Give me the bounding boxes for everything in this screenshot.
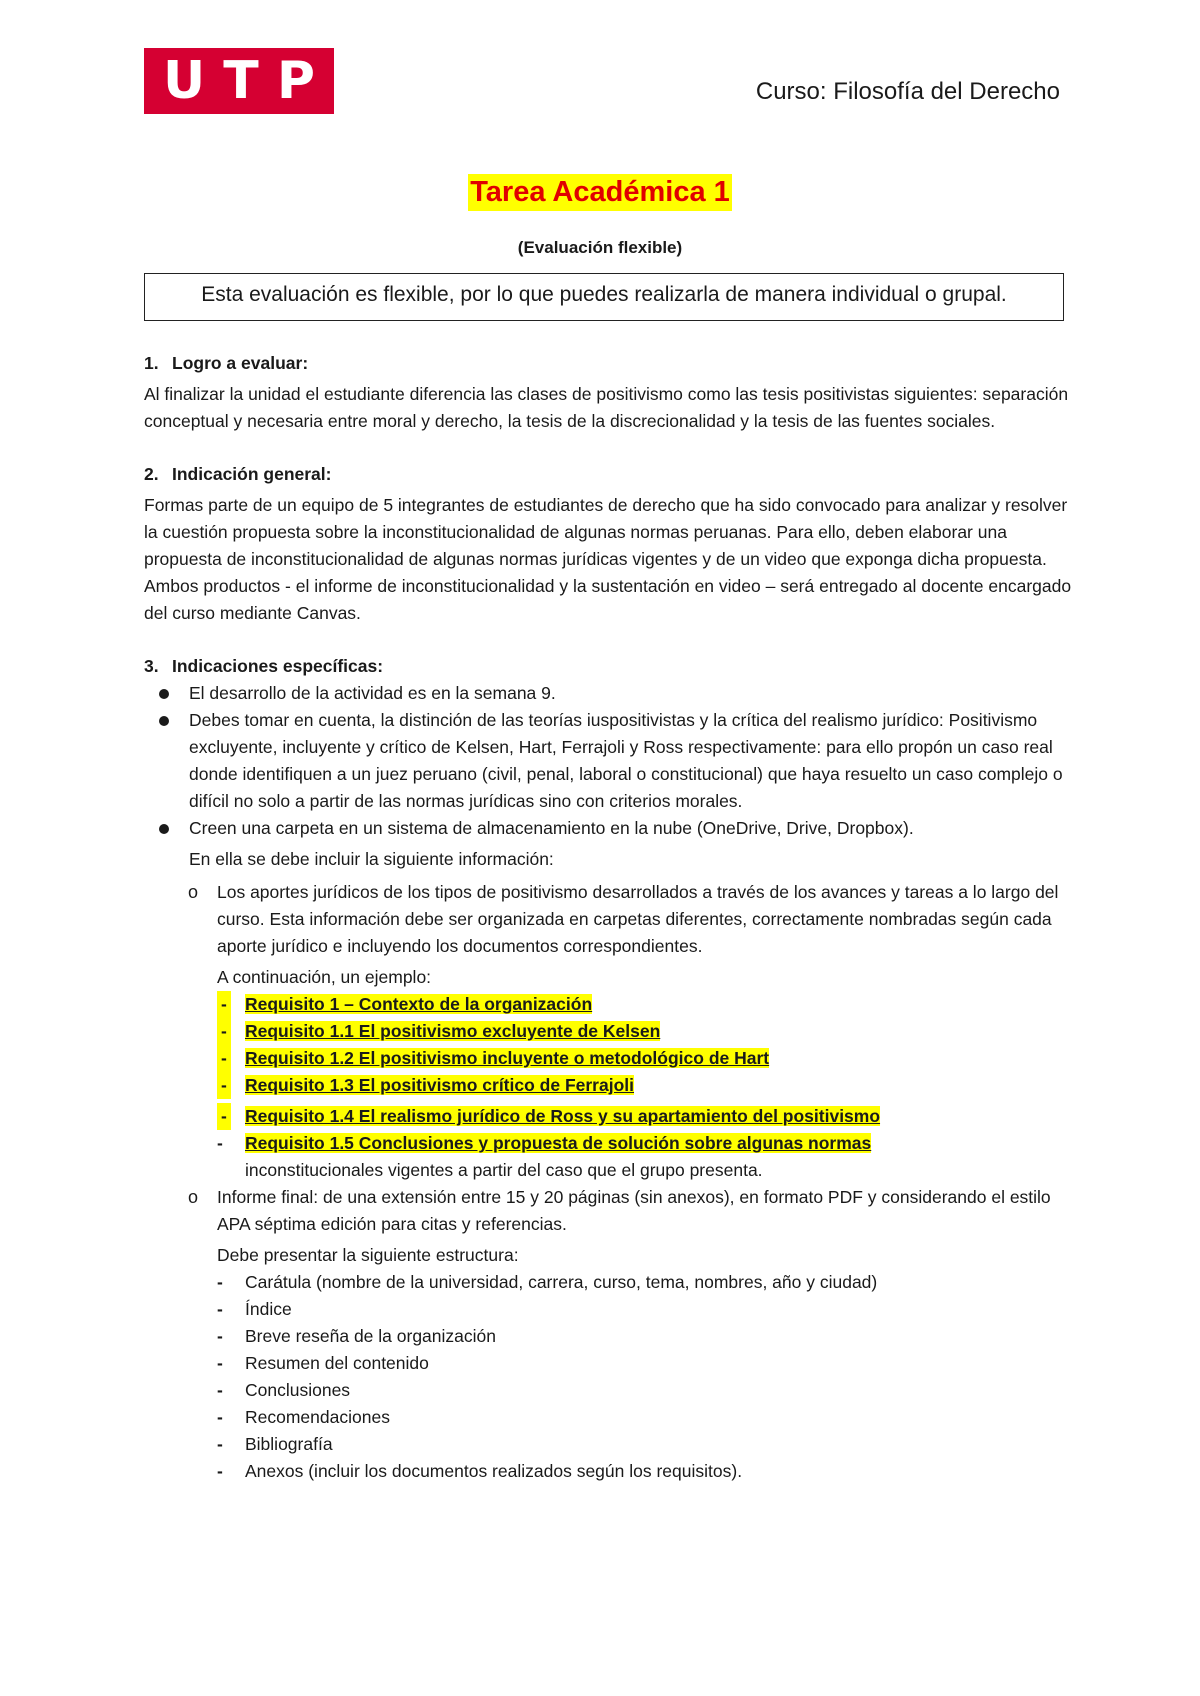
list-item: - Requisito 1.4 El realismo jurídico de Ross y su apartamiento del positivismo <box>217 1103 1074 1130</box>
document-body <box>144 350 1074 1485</box>
dash-icon: - <box>217 1326 223 1346</box>
section-1-heading: 1. Logro a evaluar: <box>144 353 309 373</box>
section-2-body: Formas parte de un equipo de 5 integrantes de estudiantes de derecho que ha sido convocado para analizar y resolver la cuestión propuesta sobre la inconstitucionalidad de algunas normas peruanas. Para ello, deben elaborar una propuesta de inconstitucionalidad de algunas normas jurídicas vigentes y de un video que exponga dicha propuesta. Ambos productos - el informe de inconstitucionalidad y la sustentación en video – será entregado al docente encargado del curso mediante Canvas. <box>144 495 1072 623</box>
circle-bullet-icon: o <box>188 882 199 902</box>
dash-icon: - <box>217 1133 223 1153</box>
dash-icon: - <box>217 1461 223 1481</box>
list-item: - Anexos (incluir los documentos realizados según los requisitos). <box>217 1458 1074 1485</box>
list-item: - Carátula (nombre de la universidad, carrera, curso, tema, nombres, año y ciudad) <box>217 1269 1074 1296</box>
requirements-list <box>217 991 1074 1184</box>
structure-list <box>217 1269 1074 1485</box>
list-item: - Conclusiones <box>217 1377 1074 1404</box>
bullet-icon <box>159 824 169 834</box>
bullet-3-followup: En ella se debe incluir la siguiente información: <box>189 849 554 869</box>
logo-letter-t: T <box>223 51 259 111</box>
list-item: - Breve reseña de la organización <box>217 1323 1074 1350</box>
example-intro: A continuación, un ejemplo: <box>217 967 432 987</box>
utp-logo <box>144 48 334 114</box>
list-item: Debes tomar en cuenta, la distinción de las teorías iuspositivistas y la crítica del realismo jurídico: Positivismo excluyente, incluyente y crítico de Kelsen, Hart, Ferrajoli y Ross respectivamente: para ello propón un caso real donde identifiquen a un juez peruano (civil, penal, laboral o constitucional) que haya resuelto un caso complejo o difícil no solo a partir de las normas jurídicas sino con criterios morales. <box>144 707 1074 815</box>
title-wrap <box>0 174 1200 211</box>
list-item: El desarrollo de la actividad es en la semana 9. <box>144 680 1074 707</box>
structure-intro: Debe presentar la siguiente estructura: <box>217 1245 519 1265</box>
course-name: Curso: Filosofía del Derecho <box>755 78 1060 105</box>
list-item: - Requisito 1.1 El positivismo excluyente de Kelsen <box>217 1018 1074 1045</box>
dash-icon: - <box>217 1072 231 1099</box>
document-subtitle: (Evaluación flexible) <box>517 238 683 257</box>
requirement-5-continuation: inconstitucionales vigentes a partir del caso que el grupo presenta. <box>245 1160 763 1180</box>
dash-icon: - <box>217 1103 231 1130</box>
logo-letter-u: U <box>163 51 206 111</box>
circle-bullet-icon: o <box>188 1187 199 1207</box>
dash-icon: - <box>217 1434 223 1454</box>
list-item: - Índice <box>217 1296 1074 1323</box>
section-3-heading: 3. Indicaciones específicas: <box>144 656 384 676</box>
list-item: - Requisito 1.5 Conclusiones y propuesta de solución sobre algunas normas inconstitucionales vigentes a partir del caso que el grupo presenta. <box>217 1130 1074 1184</box>
logo-letter-p: P <box>276 51 315 111</box>
list-item: - Bibliografía <box>217 1431 1074 1458</box>
dash-icon: - <box>217 1045 231 1072</box>
bullet-icon <box>159 689 169 699</box>
dash-icon: - <box>217 991 231 1018</box>
list-item: - Resumen del contenido <box>217 1350 1074 1377</box>
section-1-body: Al finalizar la unidad el estudiante diferencia las clases de positivismo como las tesis positivistas siguientes: separación conceptual y necesaria entre moral y derecho, la tesis de la discrecionalidad y la tesis de las fuentes sociales. <box>144 384 1069 431</box>
dash-icon: - <box>217 1018 231 1045</box>
list-item: - Requisito 1.2 El positivismo incluyente o metodológico de Hart <box>217 1045 1074 1072</box>
sub-item-informe-final: o Informe final: de una extensión entre 15 y 20 páginas (sin anexos), en formato PDF y considerando el estilo APA séptima edición para citas y referencias. Debe presentar la siguiente estructura: - Carátula (nombre de la universidad, carrera, curso, tema, nombres, año y ciudad) - Índice - Breve reseña de la organización - Resumen del contenido - Conclusiones - Recomendaciones - Bibliografía - Anexos (incluir los documentos realizados según los requisitos). <box>144 1184 1074 1485</box>
section-2-heading: 2. Indicación general: <box>144 464 332 484</box>
list-item: Creen una carpeta en un sistema de almacenamiento en la nube (OneDrive, Drive, Dropbox). <box>144 815 1074 842</box>
section-3-bullets <box>144 680 1074 842</box>
dash-icon: - <box>217 1407 223 1427</box>
sub-item-aportes: o Los aportes jurídicos de los tipos de positivismo desarrollados a través de los avances y tareas a lo largo del curso. Esta información debe ser organizada en carpetas diferentes, correctamente nombradas según cada aporte jurídico e incluyendo los documentos correspondientes. A continuación, un ejemplo: - Requisito 1 – Contexto de la organización - Requisito 1.1 El positivismo excluyente de Kelsen - Requisito 1.2 El positivismo incluyente o metodológico de Hart - Requisito 1.3 El positivismo crítico de Ferrajoli - Requisito 1.4 El realismo jurídico de Ross y su apartamiento del positivismo - Requisito 1.5 Conclusiones y propuesta de solución sobre algunas normas inconstitucionales vigentes a partir del caso que el grupo presenta. <box>144 879 1074 1184</box>
list-item: - Requisito 1 – Contexto de la organización <box>217 991 1074 1018</box>
bullet-icon <box>159 716 169 726</box>
dash-icon: - <box>217 1299 223 1319</box>
document-title: Tarea Académica 1 <box>468 174 732 211</box>
list-item: - Recomendaciones <box>217 1404 1074 1431</box>
flexible-notice-box: Esta evaluación es flexible, por lo que puedes realizarla de manera individual o grupal. <box>144 273 1064 321</box>
list-item: - Requisito 1.3 El positivismo crítico de Ferrajoli <box>217 1072 1074 1099</box>
dash-icon: - <box>217 1380 223 1400</box>
dash-icon: - <box>217 1353 223 1373</box>
dash-icon: - <box>217 1272 223 1292</box>
